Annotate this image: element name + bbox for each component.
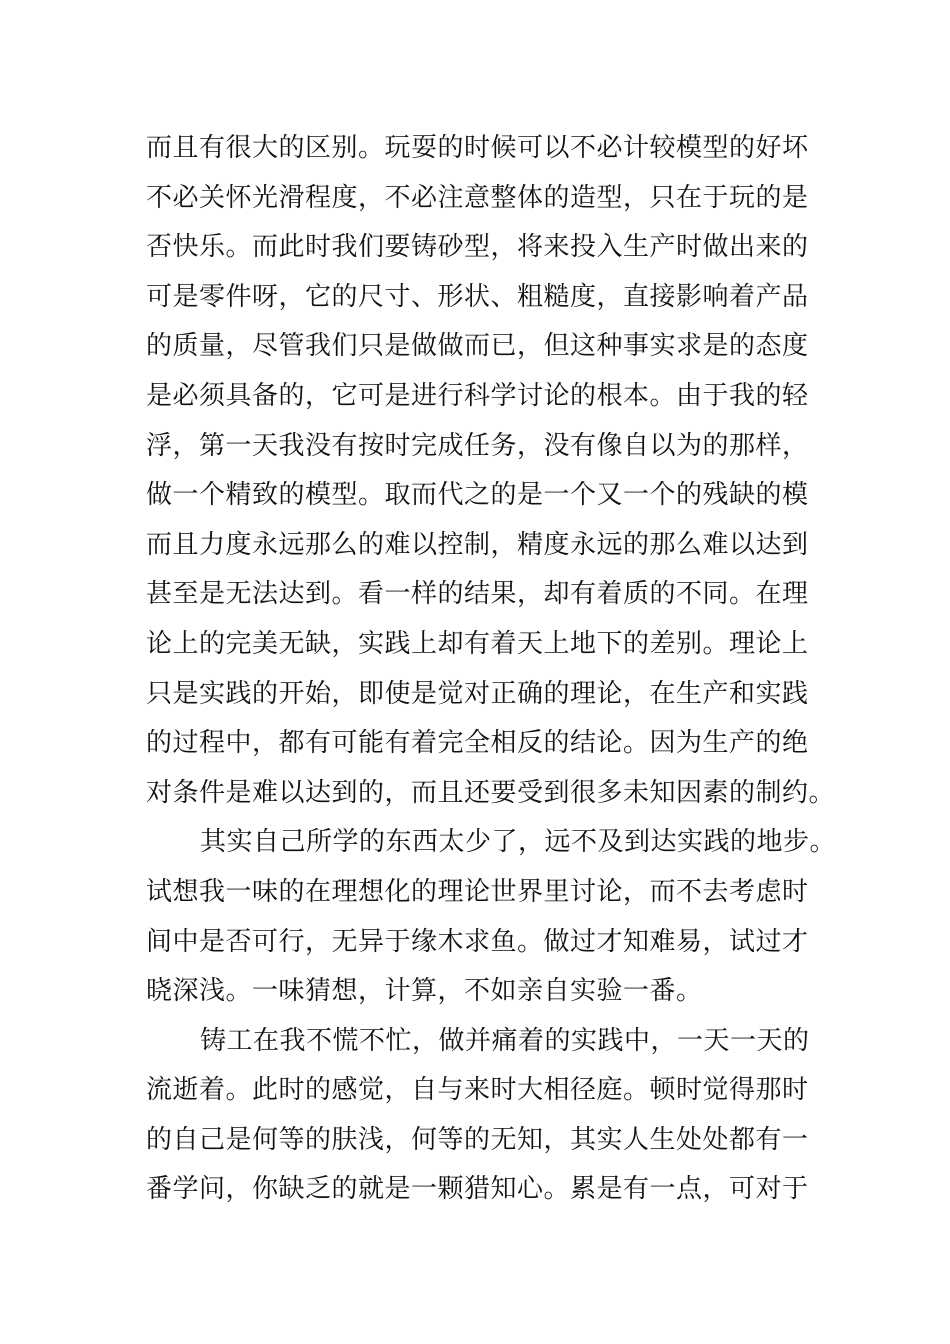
- paragraph-start-line: 铸工在我不慌不忙，做并痛着的实践中，一天一天的: [200, 1025, 810, 1056]
- text-line: 试想我一味的在理想化的理论世界里讨论，而不去考虑时: [146, 876, 809, 907]
- text-line: 是必须具备的，它可是进行科学讨论的根本。由于我的轻: [146, 380, 809, 411]
- paragraph-start-line: 其实自己所学的东西太少了，远不及到达实践的地步。: [200, 827, 837, 858]
- text-line: 甚至是无法达到。看一样的结果，却有着质的不同。在理: [146, 579, 809, 610]
- text-line: 的自己是何等的肤浅，何等的无知，其实人生处处都有一: [146, 1124, 809, 1155]
- text-line: 而且力度永远那么的难以控制，精度永远的那么难以达到: [146, 529, 809, 560]
- text-line: 做一个精致的模型。取而代之的是一个又一个的残缺的模: [146, 480, 809, 511]
- text-line: 论上的完美无缺，实践上却有着天上地下的差别。理论上: [146, 628, 809, 659]
- text-line: 否快乐。而此时我们要铸砂型，将来投入生产时做出来的: [146, 232, 809, 263]
- text-line: 而且有很大的区别。玩耍的时候可以不必计较模型的好坏: [146, 133, 809, 163]
- text-line: 的质量，尽管我们只是做做而已，但这种事实求是的态度: [146, 331, 809, 362]
- text-line: 浮，第一天我没有按时完成任务，没有像自以为的那样，: [146, 430, 809, 461]
- text-line: 流逝着。此时的感觉，自与来时大相径庭。顿时觉得那时: [146, 1075, 809, 1106]
- text-line: 的过程中，都有可能有着完全相反的结论。因为生产的绝: [146, 728, 809, 759]
- text-line: 间中是否可行，无异于缘木求鱼。做过才知难易，试过才: [146, 926, 809, 957]
- text-line: 不必关怀光滑程度，不必注意整体的造型，只在于玩的是: [146, 182, 809, 213]
- text-line: 晓深浅。一味猜想，计算，不如亲自实验一番。: [146, 976, 703, 1007]
- text-line: 只是实践的开始，即使是觉对正确的理论，在生产和实践: [146, 678, 809, 709]
- text-line: 可是零件呀，它的尺寸、形状、粗糙度，直接影响着产品: [146, 281, 809, 312]
- text-line: 对条件是难以达到的，而且还要受到很多未知因素的制约。: [146, 777, 836, 808]
- text-line: 番学问，你缺乏的就是一颗猎知心。累是有一点，可对于: [146, 1174, 809, 1205]
- body-text: [146, 124, 837, 1215]
